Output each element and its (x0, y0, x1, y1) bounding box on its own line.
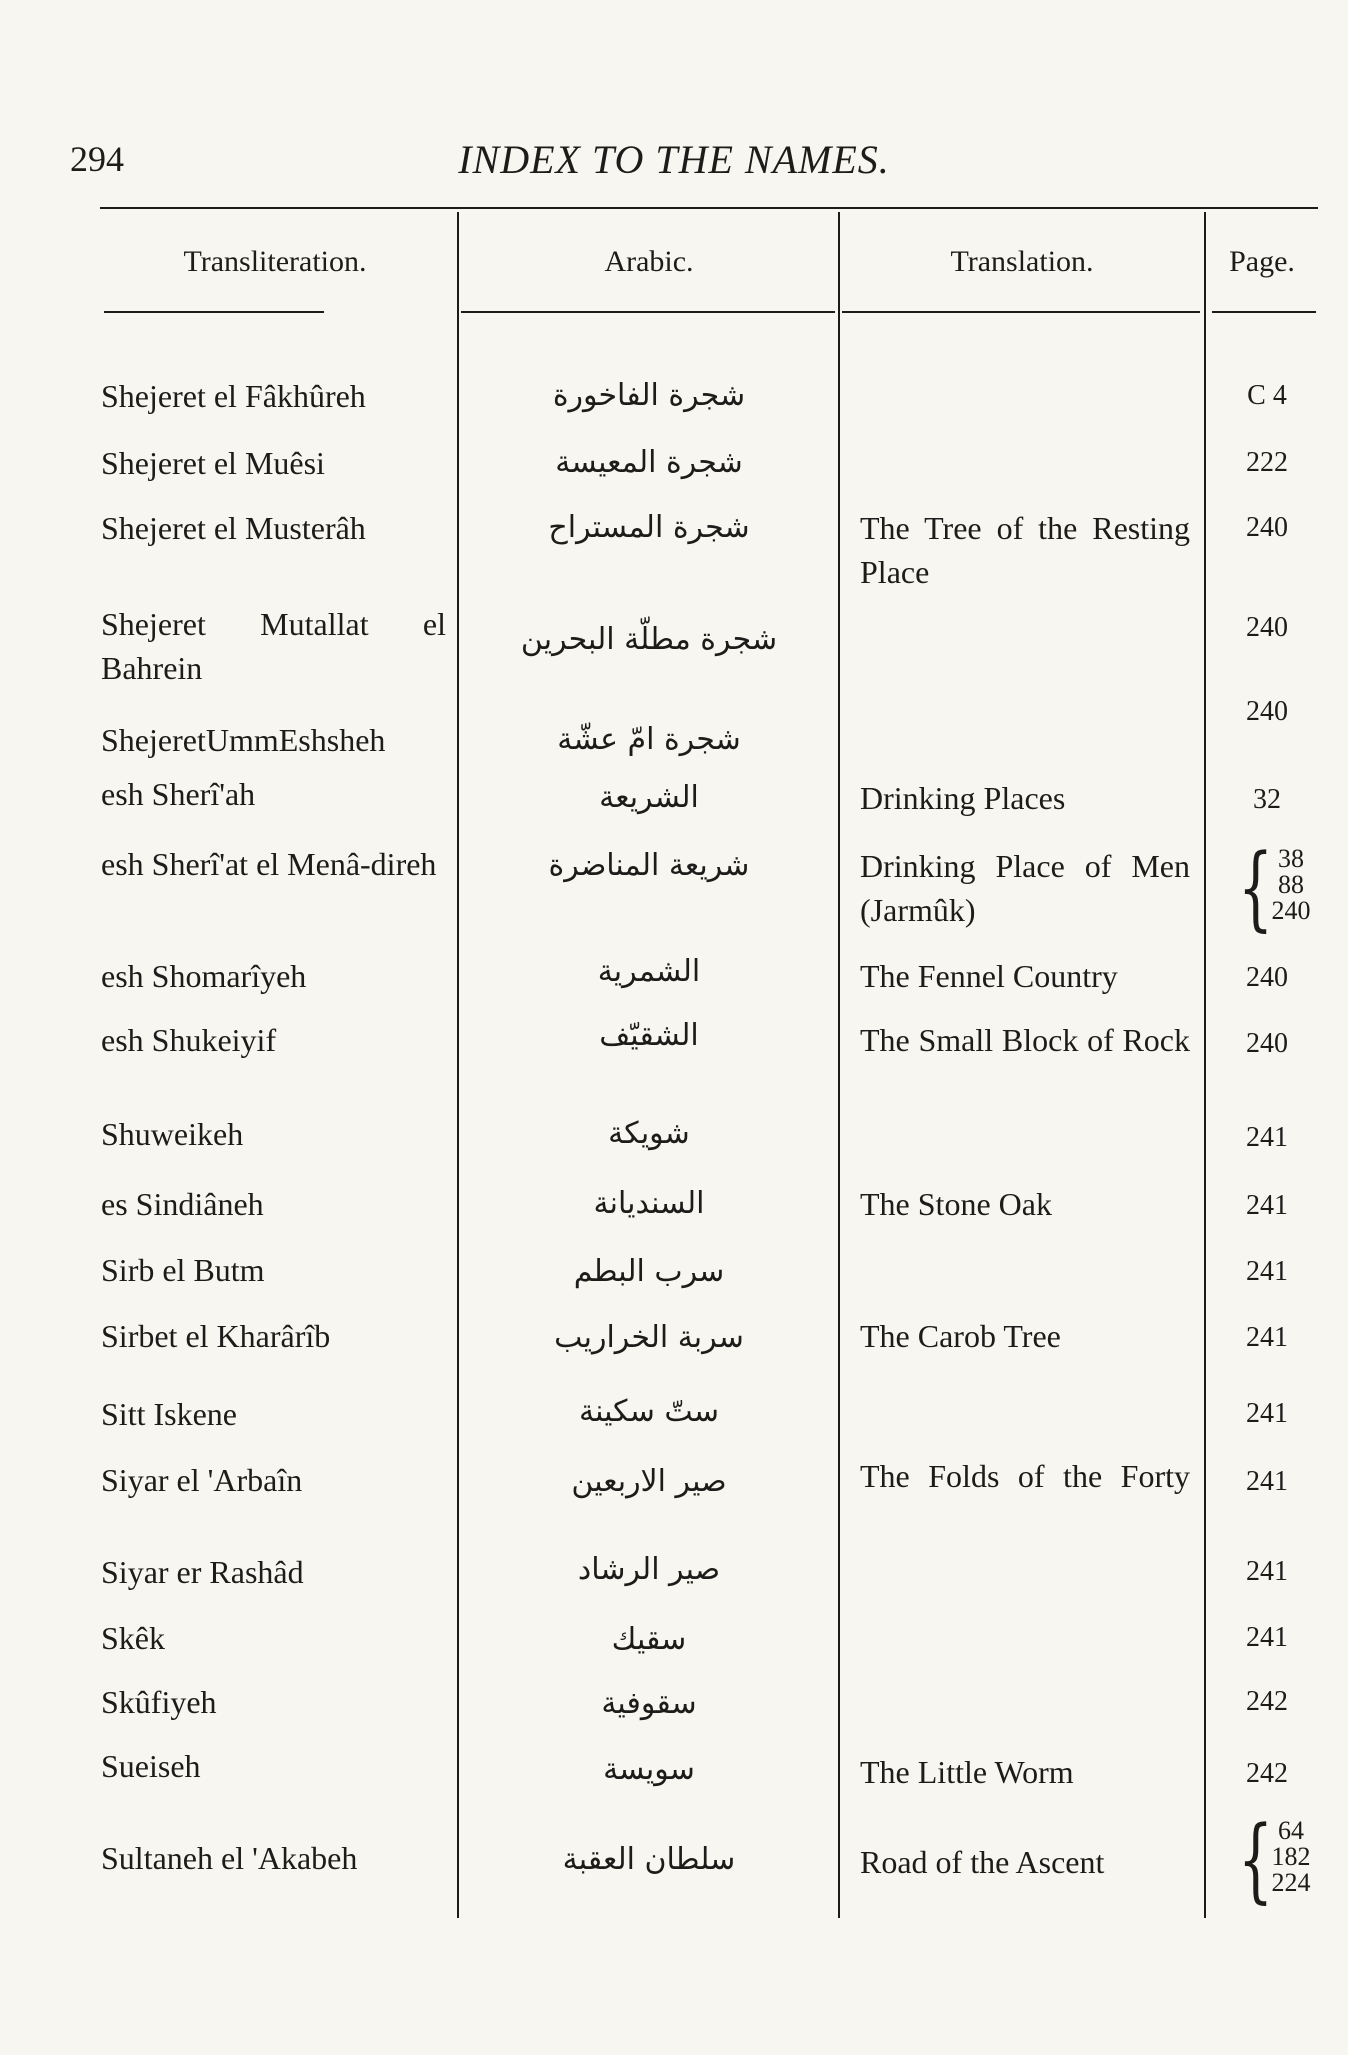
column-divider (838, 212, 840, 1918)
translation-cell: The Carob Tree (860, 1318, 1061, 1354)
arabic-cell: شجرة المستراح (548, 510, 750, 545)
transliteration-cell: Siyar er Rashâd (101, 1554, 304, 1590)
transliteration-cell: esh Sherî'at el Menâ-direh (101, 846, 437, 882)
transliteration-cell: Shejeret el Muêsi (101, 445, 325, 481)
transliteration-cell: esh Shomarîyeh (101, 958, 307, 994)
column-header-page: Page. (1229, 245, 1295, 278)
header-underline (1212, 311, 1316, 313)
arabic-cell: سقوفية (601, 1686, 697, 1721)
page-cell: 242 (1246, 1758, 1288, 1789)
arabic-cell: الشريعة (599, 780, 699, 815)
arabic-cell: سربة الخراريب (554, 1320, 744, 1355)
transliteration-cell: Sultaneh el 'Akabeh (101, 1840, 358, 1876)
arabic-cell: صير الرشاد (577, 1552, 721, 1587)
translation-cell: The Little Worm (860, 1754, 1074, 1790)
arabic-cell: شجرة مطلّة البحرين (520, 622, 778, 657)
arabic-cell: الشقيّف (599, 1018, 699, 1053)
page-cell: 240 (1246, 1028, 1288, 1059)
page-cell: 38 (1278, 844, 1304, 873)
transliteration-cell: Shejeret el Fâkhûreh (101, 378, 366, 414)
transliteration-cell: Sirbet el Kharârîb (101, 1318, 331, 1354)
page-cell: 32 (1253, 784, 1281, 815)
page-cell: 240 (1271, 896, 1311, 925)
arabic-cell: شجرة الفاخورة (552, 378, 746, 413)
arabic-cell: شريعة المناضرة (548, 848, 750, 883)
page-cell: 224 (1271, 1868, 1311, 1897)
page-cell: 242 (1246, 1686, 1288, 1717)
translation-cell: Drinking Places (860, 780, 1066, 816)
column-divider (1204, 212, 1206, 1918)
page-cell: C 4 (1247, 380, 1287, 411)
page-cell: 241 (1246, 1322, 1288, 1353)
transliteration-cell: Siyar el 'Arbaîn (101, 1462, 303, 1498)
header-underline (104, 311, 324, 313)
transliteration-cell: esh Shukeiyif (101, 1022, 277, 1058)
arabic-cell: صير الاربعين (571, 1464, 727, 1499)
page-cell: 241 (1246, 1256, 1288, 1287)
brace-icon: { (1238, 834, 1274, 941)
arabic-cell: شجرة المعيسة (555, 445, 743, 480)
transliteration-cell: Sitt Iskene (101, 1396, 237, 1432)
translation-cell: The Stone Oak (860, 1186, 1052, 1222)
page-cell: 241 (1246, 1556, 1288, 1587)
arabic-cell: سرب البطم (573, 1254, 725, 1289)
brace-icon: { (1238, 1806, 1274, 1913)
page-cell: 240 (1246, 612, 1288, 643)
page-cell: 241 (1246, 1466, 1288, 1497)
translation-cell: The Small Block of Rock (860, 1022, 1190, 1058)
arabic-cell: سقيك (611, 1622, 687, 1657)
column-header-transliteration: Transliteration. (183, 245, 367, 278)
transliteration-cell: es Sindiâneh (101, 1186, 264, 1222)
arabic-cell: شجرة امّ عشّة (557, 722, 741, 757)
transliteration-cell: Sirb el Butm (101, 1252, 265, 1288)
arabic-cell: سويسة (603, 1752, 695, 1787)
transliteration-cell: esh Sherî'ah (101, 776, 256, 812)
translation-cell: The Fennel Country (860, 958, 1118, 994)
page-cell: 241 (1246, 1398, 1288, 1429)
translation-cell: Drinking Place of Men (Jarmûk) (860, 848, 1190, 928)
transliteration-cell: Skûfiyeh (101, 1684, 217, 1720)
translation-cell: The Tree of the Resting Place (860, 510, 1190, 590)
transliteration-cell: ShejeretUmmEshsheh (101, 722, 386, 758)
header-underline (842, 311, 1200, 313)
arabic-cell: سلطان العقبة (562, 1842, 736, 1877)
page-number: 294 (70, 139, 124, 179)
column-header-arabic: Arabic. (604, 245, 694, 278)
transliteration-cell: Shuweikeh (101, 1116, 244, 1152)
page-cell: 241 (1246, 1622, 1288, 1653)
page-cell: 64 (1278, 1816, 1304, 1845)
arabic-cell: شويكة (608, 1116, 690, 1151)
page-cell: 222 (1246, 447, 1288, 478)
page-cell: 88 (1278, 870, 1304, 899)
page-cell: 241 (1246, 1190, 1288, 1221)
header-rule (100, 207, 1318, 209)
column-header-translation: Translation. (950, 245, 1094, 278)
arabic-cell: ستّ سكينة (578, 1394, 720, 1429)
column-divider (457, 212, 459, 1918)
transliteration-cell: Sueiseh (101, 1748, 201, 1784)
arabic-cell: السنديانة (593, 1186, 705, 1221)
page-cell: 182 (1271, 1842, 1311, 1871)
translation-cell: Road of the Ascent (860, 1844, 1105, 1880)
transliteration-cell: Shejeret Mutallat el Bahrein (101, 606, 446, 686)
translation-cell: The Folds of the Forty (860, 1458, 1190, 1494)
page-cell: 240 (1246, 962, 1288, 993)
page-cell: 241 (1246, 1122, 1288, 1153)
transliteration-cell: Skêk (101, 1620, 165, 1656)
arabic-cell: الشمرية (597, 954, 701, 989)
header-underline (461, 311, 835, 313)
page-title: INDEX TO THE NAMES. (458, 137, 890, 182)
page-cell: 240 (1246, 512, 1288, 543)
transliteration-cell: Shejeret el Musterâh (101, 510, 366, 546)
page-cell: 240 (1246, 696, 1288, 727)
